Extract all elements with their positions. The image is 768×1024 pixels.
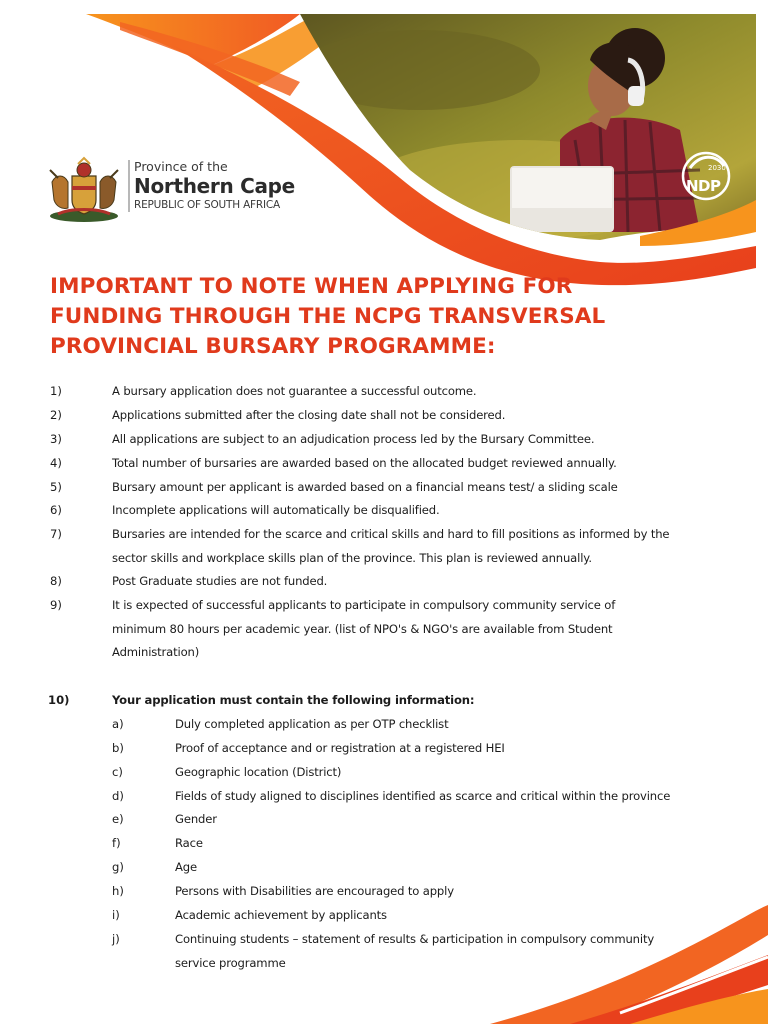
requirements-heading-text: Your application must contain the following information: <box>112 693 475 707</box>
title-line: IMPORTANT TO NOTE WHEN APPLYING FOR <box>50 274 573 299</box>
province-name <box>128 160 295 212</box>
requirement-letter: e) <box>112 812 124 826</box>
requirement-letter: c) <box>112 765 123 779</box>
ndp-logo-text: NDP <box>686 177 721 195</box>
requirement-letter: h) <box>112 884 124 898</box>
requirement-text: Geographic location (District) <box>175 765 342 779</box>
note-number: 8) <box>50 574 62 588</box>
note-number: 6) <box>50 503 62 517</box>
note-number: 7) <box>50 527 62 541</box>
requirement-text: Academic achievement by applicants <box>175 908 387 922</box>
requirement-text: Persons with Disabilities are encouraged to apply <box>175 884 454 898</box>
note-number: 5) <box>50 480 62 494</box>
requirement-letter: a) <box>112 717 124 731</box>
note-text: Administration) <box>112 645 200 659</box>
province-line-3: REPUBLIC OF SOUTH AFRICA <box>134 199 280 211</box>
header-banner <box>0 0 768 290</box>
requirement-text: service programme <box>175 956 286 970</box>
note-text: minimum 80 hours per academic year. (list of NPO's & NGO's are available from Student <box>112 622 613 636</box>
note-text: Bursaries are intended for the scarce and critical skills and hard to fill positions as informed by the <box>112 527 670 541</box>
requirement-text: Proof of acceptance and or registration at a registered HEI <box>175 741 505 755</box>
note-number: 1) <box>50 384 62 398</box>
requirement-letter: j) <box>112 932 120 946</box>
coat-of-arms-icon <box>44 156 124 224</box>
title-line: FUNDING THROUGH THE NCPG TRANSVERSAL <box>50 304 606 329</box>
note-text: Bursary amount per applicant is awarded based on a financial means test/ a sliding scale <box>112 480 618 494</box>
requirement-text: Age <box>175 860 197 874</box>
requirement-letter: g) <box>112 860 124 874</box>
note-number: 2) <box>50 408 62 422</box>
requirement-letter: f) <box>112 836 121 850</box>
title-line: PROVINCIAL BURSARY PROGRAMME: <box>50 334 496 359</box>
note-text: A bursary application does not guarantee a successful outcome. <box>112 384 477 398</box>
note-text: sector skills and workplace skills plan of the province. This plan is reviewed annually. <box>112 551 592 565</box>
requirement-text: Race <box>175 836 203 850</box>
requirement-letter: i) <box>112 908 120 922</box>
note-text: Incomplete applications will automatically be disqualified. <box>112 503 440 517</box>
student-photo <box>290 10 760 250</box>
note-text: Total number of bursaries are awarded based on the allocated budget reviewed annually. <box>112 456 617 470</box>
requirement-text: Continuing students – statement of results & participation in compulsory community <box>175 932 655 946</box>
requirements-number: 10) <box>48 693 70 707</box>
footer-swoosh <box>480 895 768 1024</box>
note-number: 4) <box>50 456 62 470</box>
province-logo <box>44 156 314 226</box>
page-title <box>50 272 730 362</box>
requirement-letter: d) <box>112 789 124 803</box>
note-text: Applications submitted after the closing date shall not be considered. <box>112 408 506 422</box>
note-number: 9) <box>50 598 62 612</box>
requirement-text: Fields of study aligned to disciplines identified as scarce and critical within the province <box>175 789 671 803</box>
province-line-1: Province of the <box>134 159 228 174</box>
note-number: 3) <box>50 432 62 446</box>
note-text: It is expected of successful applicants to participate in compulsory community service of <box>112 598 616 612</box>
requirement-text: Gender <box>175 812 217 826</box>
note-text: All applications are subject to an adjudication process led by the Bursary Committee. <box>112 432 595 446</box>
province-line-2: Northern Cape <box>134 174 295 198</box>
ndp-logo-year: 2030 <box>708 164 726 172</box>
requirement-letter: b) <box>112 741 124 755</box>
note-text: Post Graduate studies are not funded. <box>112 574 328 588</box>
requirement-text: Duly completed application as per OTP checklist <box>175 717 449 731</box>
